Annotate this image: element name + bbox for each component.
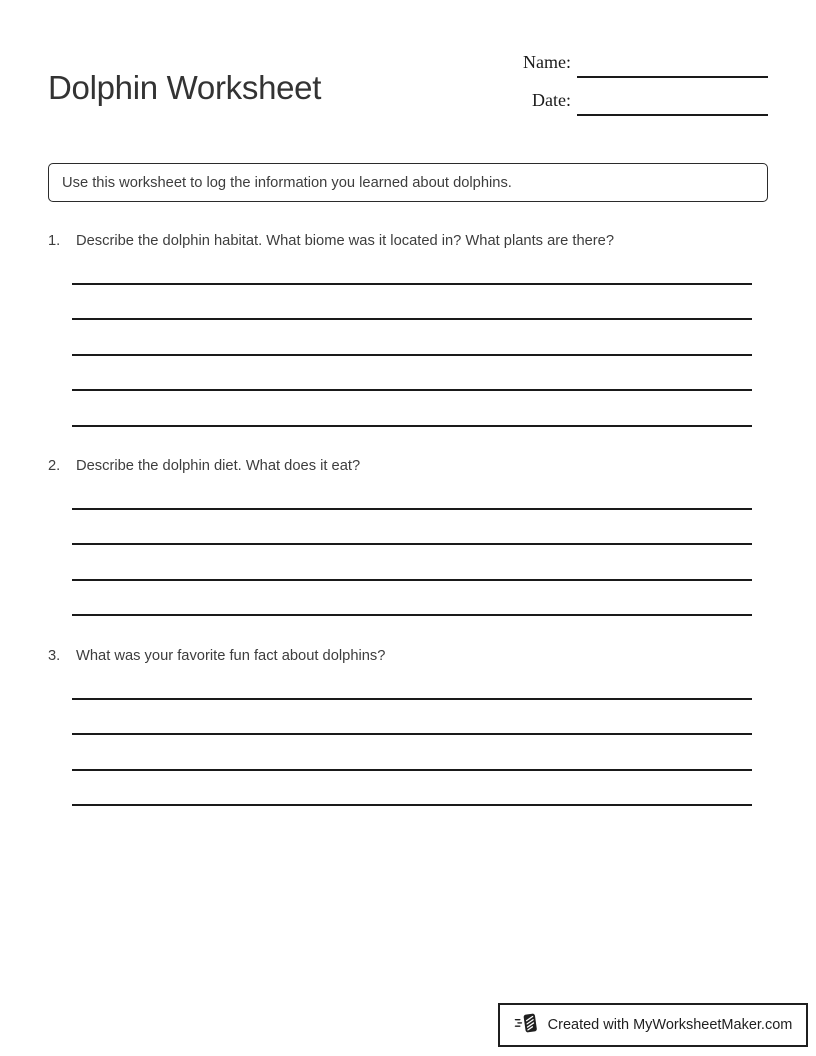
answer-line <box>72 733 752 735</box>
answer-line <box>72 614 752 616</box>
question-2-text: Describe the dolphin diet. What does it eat? <box>76 458 361 474</box>
question-3-answer-lines <box>72 698 752 806</box>
question-3-number: 3. <box>48 648 61 664</box>
question-1 <box>48 232 760 250</box>
flying-worksheet-icon <box>514 1010 540 1040</box>
answer-line <box>72 543 752 545</box>
question-2-answer-lines <box>72 508 752 616</box>
date-fill-in-line <box>577 114 768 116</box>
page-title: Dolphin Worksheet <box>48 69 322 107</box>
answer-line <box>72 804 752 806</box>
answer-line <box>72 698 752 700</box>
answer-line <box>72 425 752 427</box>
answer-line <box>72 389 752 391</box>
date-label: Date: <box>532 90 571 110</box>
badge-text: Created with MyWorksheetMaker.com <box>547 1017 793 1033</box>
answer-line <box>72 283 752 285</box>
question-2 <box>48 457 760 475</box>
question-3-text: What was your favorite fun fact about dolphins? <box>76 648 386 664</box>
answer-line <box>72 769 752 771</box>
question-1-answer-lines <box>72 283 752 427</box>
question-1-number: 1. <box>48 233 61 249</box>
worksheet-maker-badge[interactable] <box>498 1003 808 1047</box>
instruction-box <box>48 163 768 202</box>
answer-line <box>72 318 752 320</box>
name-fill-in-line <box>577 76 768 78</box>
question-3 <box>48 647 760 665</box>
answer-line <box>72 508 752 510</box>
answer-line <box>72 579 752 581</box>
question-1-text: Describe the dolphin habitat. What biome was it located in? What plants are there? <box>76 233 615 249</box>
name-label: Name: <box>523 52 571 72</box>
answer-line <box>72 354 752 356</box>
instruction-text: Use this worksheet to log the information you learned about dolphins. <box>62 174 512 191</box>
question-2-number: 2. <box>48 458 61 474</box>
